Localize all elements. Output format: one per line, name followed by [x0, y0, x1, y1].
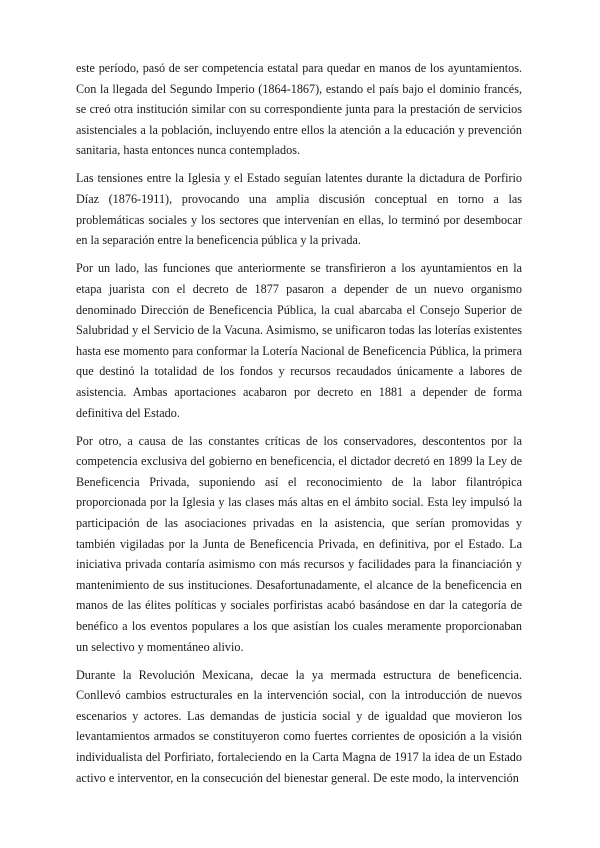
paragraph-iglesia-estado: Las tensiones entre la Iglesia y el Estado seguían latentes durante la dictadura de Porfirio Díaz (1876-1911), provocando una amplia discusión conceptual en torno a las problemáticas sociales y los sectores que intervenían en ellas, lo terminó por desembocar en la separación entre la beneficencia pública y la privada.: [76, 171, 522, 248]
paragraph-beneficencia-privada: Por otro, a causa de las constantes críticas de los conservadores, descontentos por la competencia exclusiva del gobierno en beneficencia, el dictador decretó en 1899 la Ley de Beneficencia Privada, suponiendo así el reconocimiento de la labor filantrópica proporcionada por la Iglesia y las clases más altas en el ámbito social. Esta ley impulsó la participación de las asociaciones privadas en la asistencia, que serían promovidas y también vigiladas por la Junta de Beneficencia Privada, en definitiva, por el Estado. La iniciativa privada contaría asimismo con más recursos y facilidades para la financiación y mantenimiento de sus instituciones. Desafortunadamente, el alcance de la beneficencia en manos de las élites políticas y sociales porfiristas acabó basándose en dar la categoría de benéfico a los eventos populares a los que asistían los cuales meramente proporcionaban un selectivo y momentáneo alivio.: [76, 433, 522, 654]
paragraph-revolucion-mexicana: Durante la Revolución Mexicana, decae la ya mermada estructura de beneficencia. Conllevó cambios estructurales en la intervención social, con la introducción de nuevos escenarios y actores. Las demandas de justicia social y de igualdad que movieron los levantamientos armados se constituyeron como fuertes corrientes de oposición a la visión individualista del Porfiriato, fortaleciendo en la Carta Magna de 1917 la idea de un Estado activo e interventor, en la consecución del bienestar general. De este modo, la intervención: [76, 667, 522, 785]
paragraph-beneficencia-publica: Por un lado, las funciones que anteriormente se transfirieron a los ayuntamientos en la etapa juarista con el decreto de 1877 pasaron a depender de un nuevo organismo denominado Dirección de Beneficencia Pública, la cual abarcaba el Consejo Superior de Salubridad y el Servicio de la Vacuna. Asimismo, se unificaron todas las loterías existentes hasta ese momento para conformar la Lotería Nacional de Beneficencia Pública, la primera que destinó la totalidad de los fondos y recursos recaudados únicamente a labores de asistencia. Ambas aportaciones acabaron por decreto en 1881 a depender de forma definitiva del Estado.: [76, 261, 522, 420]
document-page: [76, 58, 522, 796]
paragraph-segundo-imperio: este período, pasó de ser competencia estatal para quedar en manos de los ayuntamientos. Con la llegada del Segundo Imperio (1864-1867), estando el país bajo el dominio francés, se creó otra institución similar con su correspondiente junta para la prestación de servicios asistenciales a la población, incluyendo entre ellos la atención a la educación y prevención sanitaria, hasta entonces nunca contemplados.: [76, 61, 522, 158]
